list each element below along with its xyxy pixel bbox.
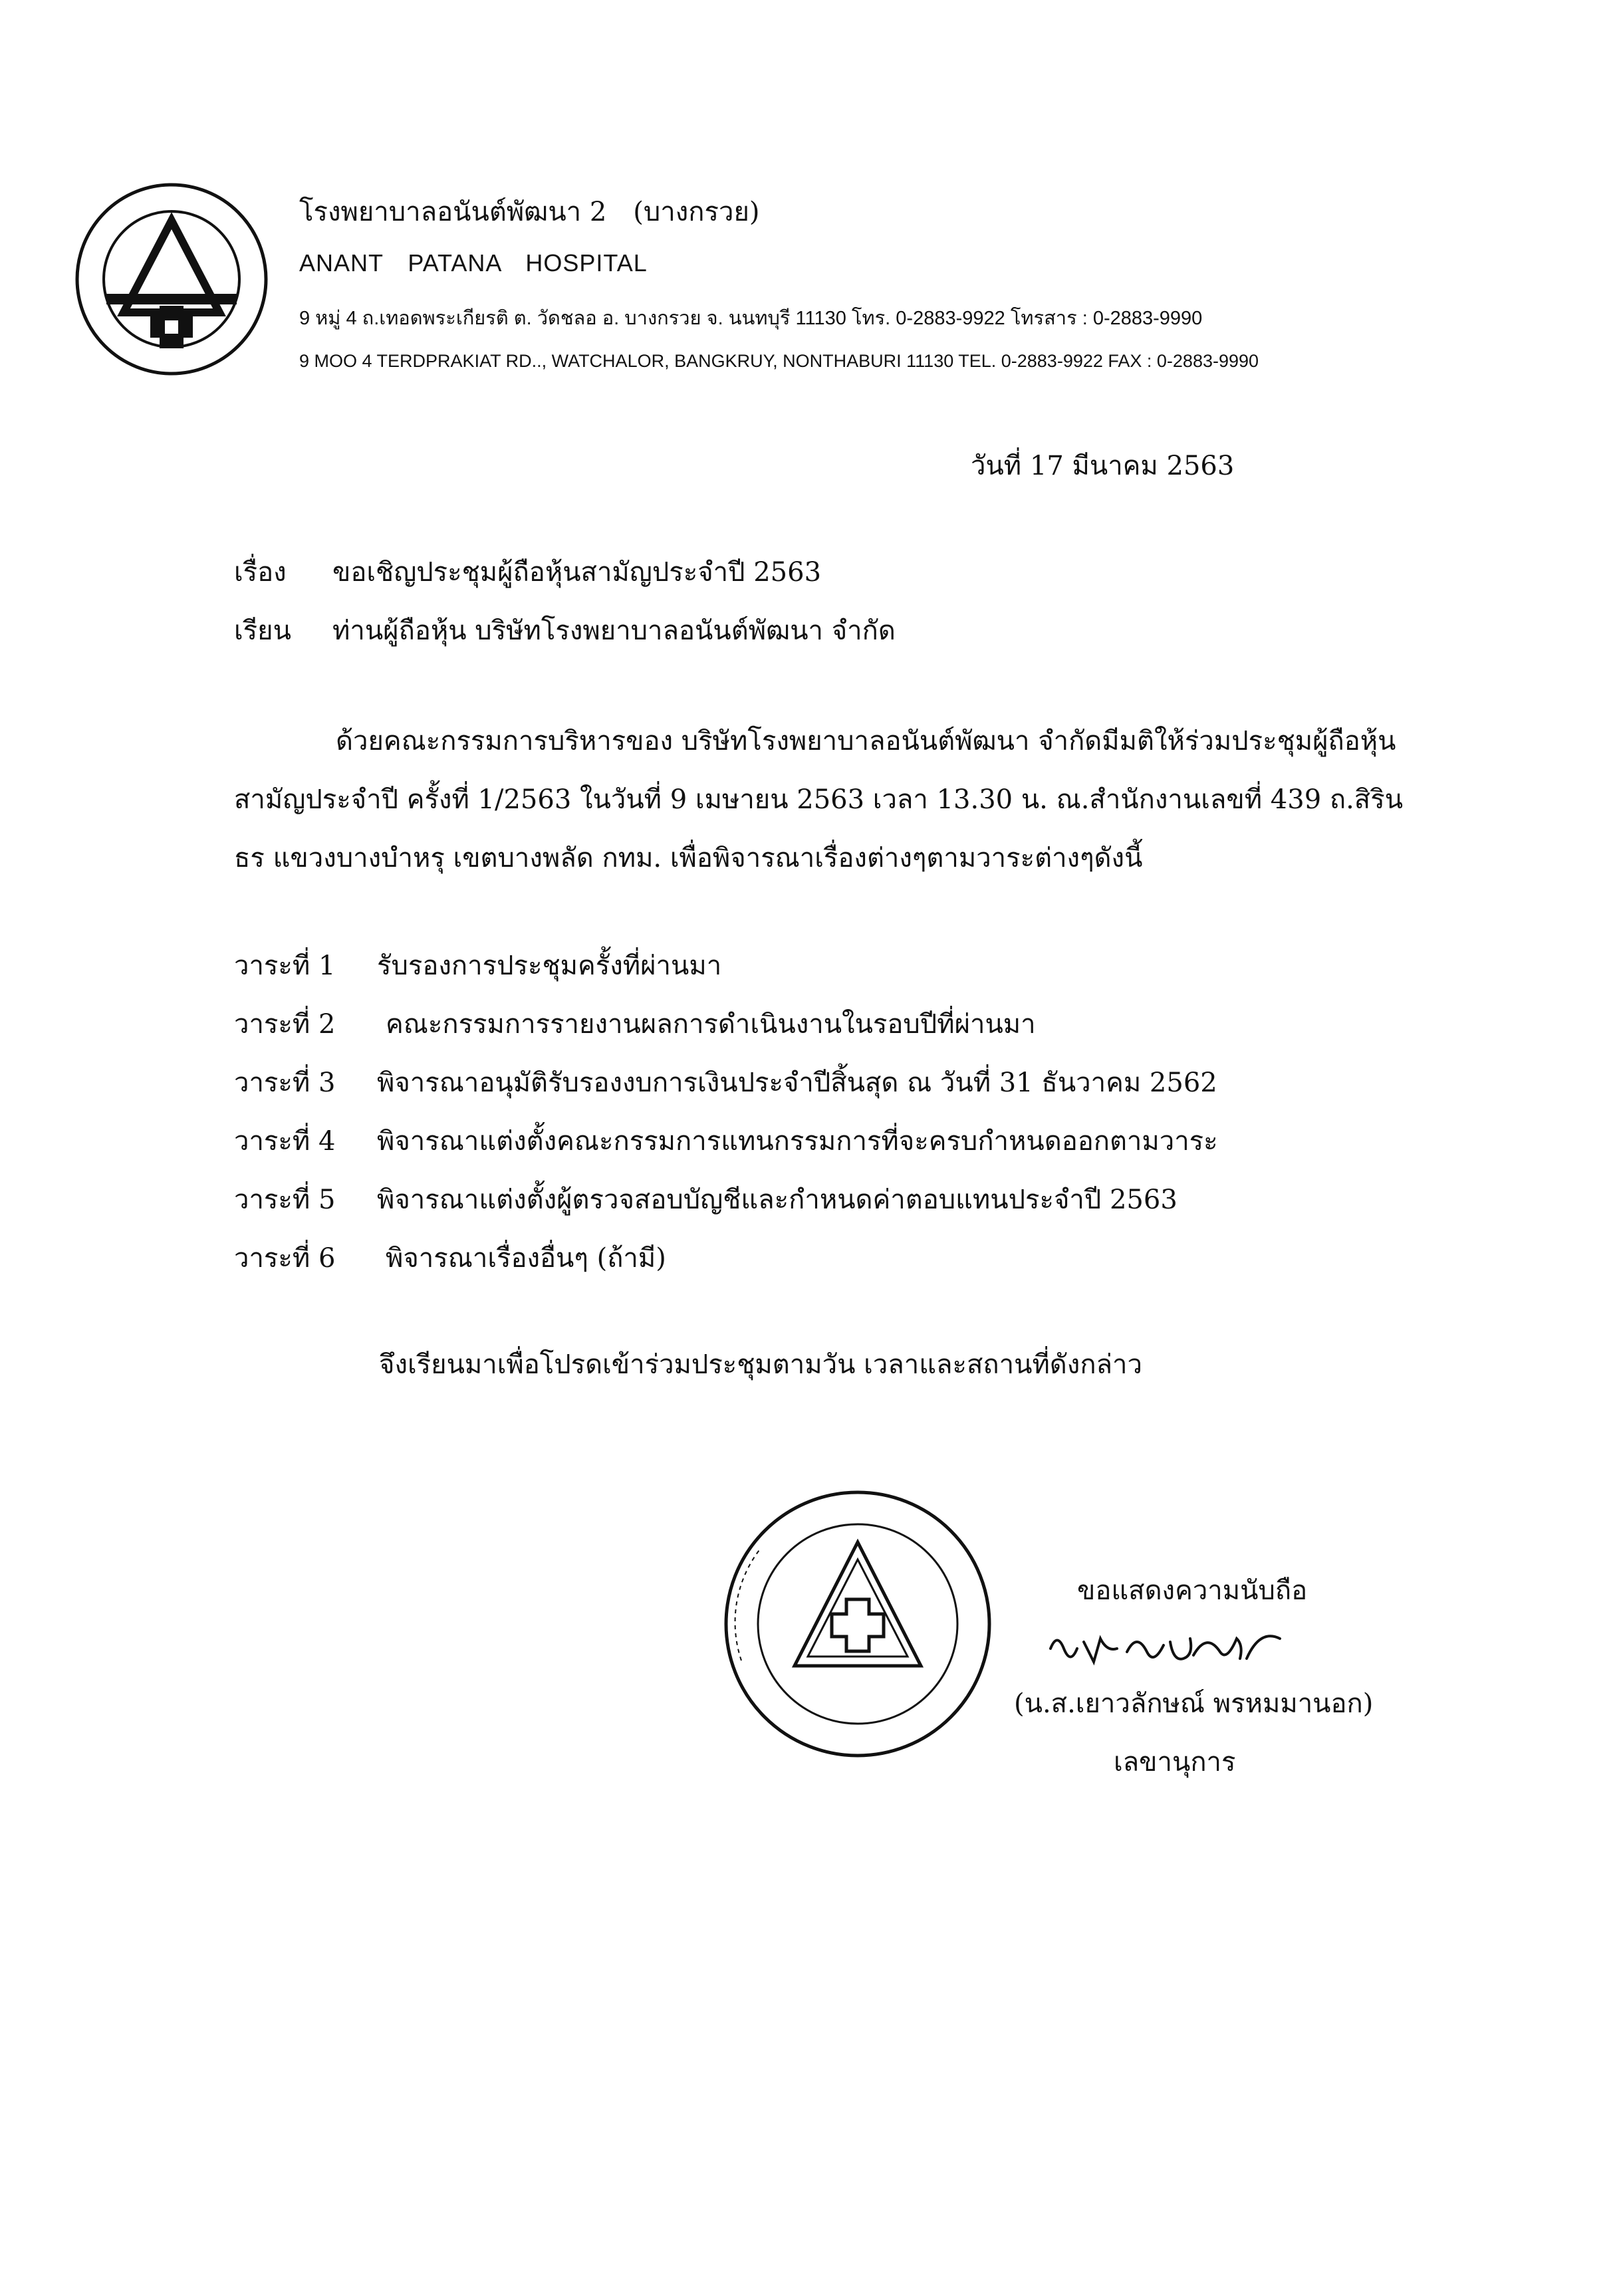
signatory-title: เลขานุการ bbox=[1114, 1747, 1236, 1778]
agenda-text: รับรองการประชุมครั้งที่ผ่านมา bbox=[377, 951, 722, 981]
agenda-number: วาระที่ 5 bbox=[234, 1185, 336, 1215]
letter-date: วันที่ 17 มีนาคม 2563 bbox=[971, 451, 1235, 481]
agenda-number: วาระที่ 3 bbox=[234, 1068, 336, 1098]
agenda-item-4 bbox=[234, 1119, 1364, 1157]
agenda-text: พิจารณาเรื่องอื่นๆ (ถ้ามี) bbox=[386, 1243, 666, 1274]
agenda-text: พิจารณาอนุมัติรับรองงบการเงินประจำปีสิ้นสุด ณ วันที่ 31 ธันวาคม 2562 bbox=[377, 1068, 1217, 1098]
handwritten-signature bbox=[1047, 1622, 1287, 1682]
agenda-item-6 bbox=[234, 1236, 1364, 1274]
hospital-name-th-text: โรงพยาบาลอนันต์พัฒนา 2 bbox=[299, 197, 607, 227]
address-en: 9 MOO 4 TERDPRAKIAT RD.., WATCHALOR, BANGKRUY, NONTHABURI 11130 TEL. 0-2883-9922 FAX : 0-2883-9990 bbox=[299, 351, 1259, 371]
company-seal bbox=[721, 1488, 994, 1760]
recipient-text: ท่านผู้ถือหุ้น บริษัทโรงพยาบาลอนันต์พัฒนา จำกัด bbox=[332, 616, 896, 646]
hospital-logo bbox=[72, 179, 271, 379]
agenda-item-2 bbox=[234, 1002, 1364, 1040]
agenda-number: วาระที่ 6 bbox=[234, 1243, 336, 1274]
hospital-name-en: ANANT PATANA HOSPITAL bbox=[299, 249, 648, 277]
body-line-1: ด้วยคณะกรรมการบริหารของ บริษัทโรงพยาบาลอนันต์พัฒนา จำกัดมีมติให้ร่วมประชุมผู้ถือหุ้น bbox=[336, 726, 1396, 756]
signature-regards: ขอแสดงความนับถือ bbox=[1077, 1575, 1308, 1606]
closing-line: จึงเรียนมาเพื่อโปรดเข้าร่วมประชุมตามวัน เวลาและสถานที่ดังกล่าว bbox=[379, 1349, 1142, 1380]
agenda-text: พิจารณาแต่งตั้งผู้ตรวจสอบบัญชีและกำหนดค่าตอบแทนประจำปี 2563 bbox=[377, 1185, 1178, 1215]
signatory-name: (น.ส.เยาวลักษณ์ พรหมมานอก) bbox=[1014, 1688, 1374, 1719]
agenda-number: วาระที่ 1 bbox=[234, 951, 336, 981]
address-th: 9 หมู่ 4 ถ.เทอดพระเกียรติ ต. วัดชลอ อ. บางกรวย จ. นนทบุรี 11130 โทร. 0-2883-9922 โทรสาร : 0-2883-9990 bbox=[299, 308, 1203, 329]
agenda-text: คณะกรรมการรายงานผลการดำเนินงานในรอบปีที่ผ่านมา bbox=[386, 1009, 1036, 1040]
agenda-item-1 bbox=[234, 944, 1364, 981]
agenda-text: พิจารณาแต่งตั้งคณะกรรมการแทนกรรมการที่จะครบกำหนดออกตามวาระ bbox=[377, 1126, 1218, 1157]
agenda-item-3 bbox=[234, 1061, 1364, 1098]
agenda-number: วาระที่ 4 bbox=[234, 1126, 336, 1157]
recipient-label: เรียน bbox=[234, 616, 291, 646]
agenda-item-5 bbox=[234, 1178, 1364, 1215]
hospital-branch: (บางกรวย) bbox=[633, 197, 760, 227]
subject-text: ขอเชิญประชุมผู้ถือหุ้นสามัญประจำปี 2563 bbox=[332, 557, 822, 588]
agenda-number: วาระที่ 2 bbox=[234, 1009, 336, 1040]
hospital-name-th bbox=[299, 190, 760, 233]
body-line-3: ธร แขวงบางบำหรุ เขตบางพลัด กทม. เพื่อพิจารณาเรื่องต่างๆตามวาระต่างๆดังนี้ bbox=[234, 843, 1143, 873]
subject-label: เรื่อง bbox=[234, 557, 287, 588]
body-line-2: สามัญประจำปี ครั้งที่ 1/2563 ในวันที่ 9 เมษายน 2563 เวลา 13.30 น. ณ.สำนักงานเลขที่ 439 ถ.สิริน bbox=[234, 784, 1404, 815]
